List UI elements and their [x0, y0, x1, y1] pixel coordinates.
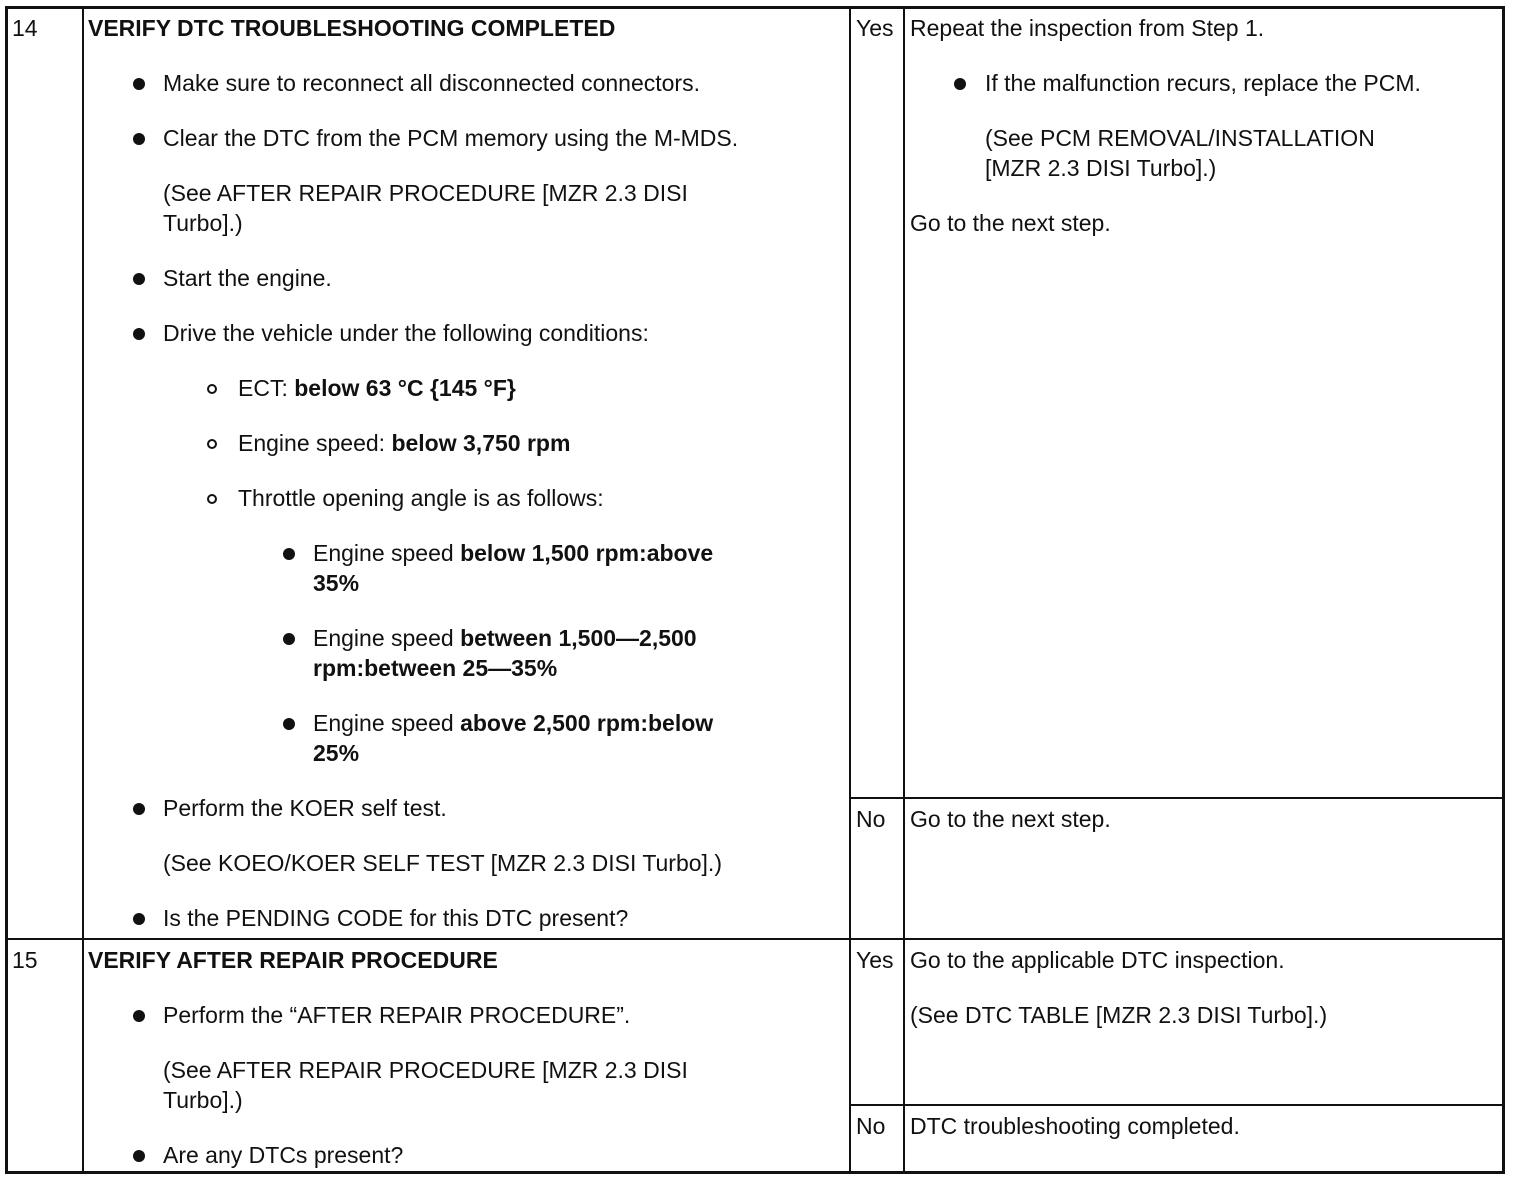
- row-divider-15-yes-no: [849, 1104, 1502, 1106]
- bullet-icon: [283, 633, 295, 645]
- bullet-icon: [133, 78, 145, 90]
- bullet-icon: [283, 718, 295, 730]
- reference-text: Turbo].): [163, 1087, 243, 1113]
- condition-value: 25%: [313, 740, 360, 766]
- bullet-icon: [133, 1010, 145, 1022]
- step-number: 15: [12, 947, 38, 973]
- reference-text: (See AFTER REPAIR PROCEDURE [MZR 2.3 DISI: [163, 180, 688, 206]
- column-divider-answer: [903, 9, 905, 1171]
- reference-text: (See KOEO/KOER SELF TEST [MZR 2.3 DISI Turbo].): [163, 850, 722, 876]
- bullet-icon: [133, 1150, 145, 1162]
- yes-label: Yes: [856, 947, 894, 973]
- condition-item: [238, 428, 570, 458]
- yes-label: Yes: [856, 15, 894, 41]
- step-title: VERIFY AFTER REPAIR PROCEDURE: [88, 947, 498, 973]
- throttle-condition: [313, 538, 713, 568]
- bullet-icon: [283, 548, 295, 560]
- condition-value: between 1,500—2,500: [460, 625, 697, 651]
- condition-value: 35%: [313, 570, 360, 596]
- row-divider-14-yes-no: [849, 797, 1502, 799]
- condition-value: above 2,500 rpm:below: [460, 710, 714, 736]
- no-label: No: [856, 806, 886, 832]
- circle-bullet-icon: [207, 439, 217, 449]
- condition-label: Engine speed:: [238, 430, 392, 456]
- bullet-icon: [133, 803, 145, 815]
- condition-label: ECT:: [238, 375, 295, 401]
- circle-bullet-icon: [207, 494, 217, 504]
- column-divider-step: [82, 9, 84, 1171]
- reference-text: (See DTC TABLE [MZR 2.3 DISI Turbo].): [910, 1002, 1328, 1028]
- condition-item: Throttle opening angle is as follows:: [238, 485, 604, 511]
- circle-bullet-icon: [207, 384, 217, 394]
- no-result: Go to the next step.: [910, 806, 1111, 832]
- action-item: Make sure to reconnect all disconnected connectors.: [163, 70, 700, 96]
- condition-value: below 1,500 rpm:above: [460, 540, 714, 566]
- column-divider-action: [849, 9, 851, 1171]
- yes-next: Go to the next step.: [910, 210, 1111, 236]
- action-item: Clear the DTC from the PCM memory using the M-MDS.: [163, 125, 739, 151]
- throttle-condition: [313, 708, 713, 738]
- action-item: Is the PENDING CODE for this DTC present?: [163, 905, 629, 931]
- condition-value: below 3,750 rpm: [391, 430, 571, 456]
- yes-result: Go to the applicable DTC inspection.: [910, 947, 1285, 973]
- bullet-icon: [133, 913, 145, 925]
- condition-label: Engine speed: [313, 710, 461, 736]
- throttle-condition: [313, 623, 697, 653]
- condition-label: Engine speed: [313, 540, 461, 566]
- no-label: No: [856, 1113, 886, 1139]
- reference-text: (See AFTER REPAIR PROCEDURE [MZR 2.3 DISI: [163, 1057, 688, 1083]
- yes-result: Repeat the inspection from Step 1.: [910, 15, 1265, 41]
- condition-value: rpm:between 25—35%: [313, 655, 558, 681]
- action-item: Are any DTCs present?: [163, 1142, 404, 1168]
- step-title: VERIFY DTC TROUBLESHOOTING COMPLETED: [88, 15, 616, 41]
- action-item: Drive the vehicle under the following conditions:: [163, 320, 649, 346]
- reference-text: (See PCM REMOVAL/INSTALLATION: [985, 125, 1375, 151]
- reference-text: [MZR 2.3 DISI Turbo].): [985, 155, 1217, 181]
- action-item: Perform the “AFTER REPAIR PROCEDURE”.: [163, 1002, 631, 1028]
- condition-label: Engine speed: [313, 625, 461, 651]
- action-item: Start the engine.: [163, 265, 332, 291]
- action-item: Perform the KOER self test.: [163, 795, 447, 821]
- step-number: 14: [12, 15, 38, 41]
- yes-bullet: If the malfunction recurs, replace the PCM.: [985, 70, 1421, 96]
- bullet-icon: [133, 273, 145, 285]
- bullet-icon: [133, 328, 145, 340]
- bullet-icon: [954, 78, 966, 90]
- bullet-icon: [133, 133, 145, 145]
- row-divider-14-15: [5, 938, 1505, 940]
- no-result: DTC troubleshooting completed.: [910, 1113, 1240, 1139]
- reference-text: Turbo].): [163, 210, 243, 236]
- condition-value: below 63 °C {145 °F}: [294, 375, 516, 401]
- condition-item: [238, 373, 516, 403]
